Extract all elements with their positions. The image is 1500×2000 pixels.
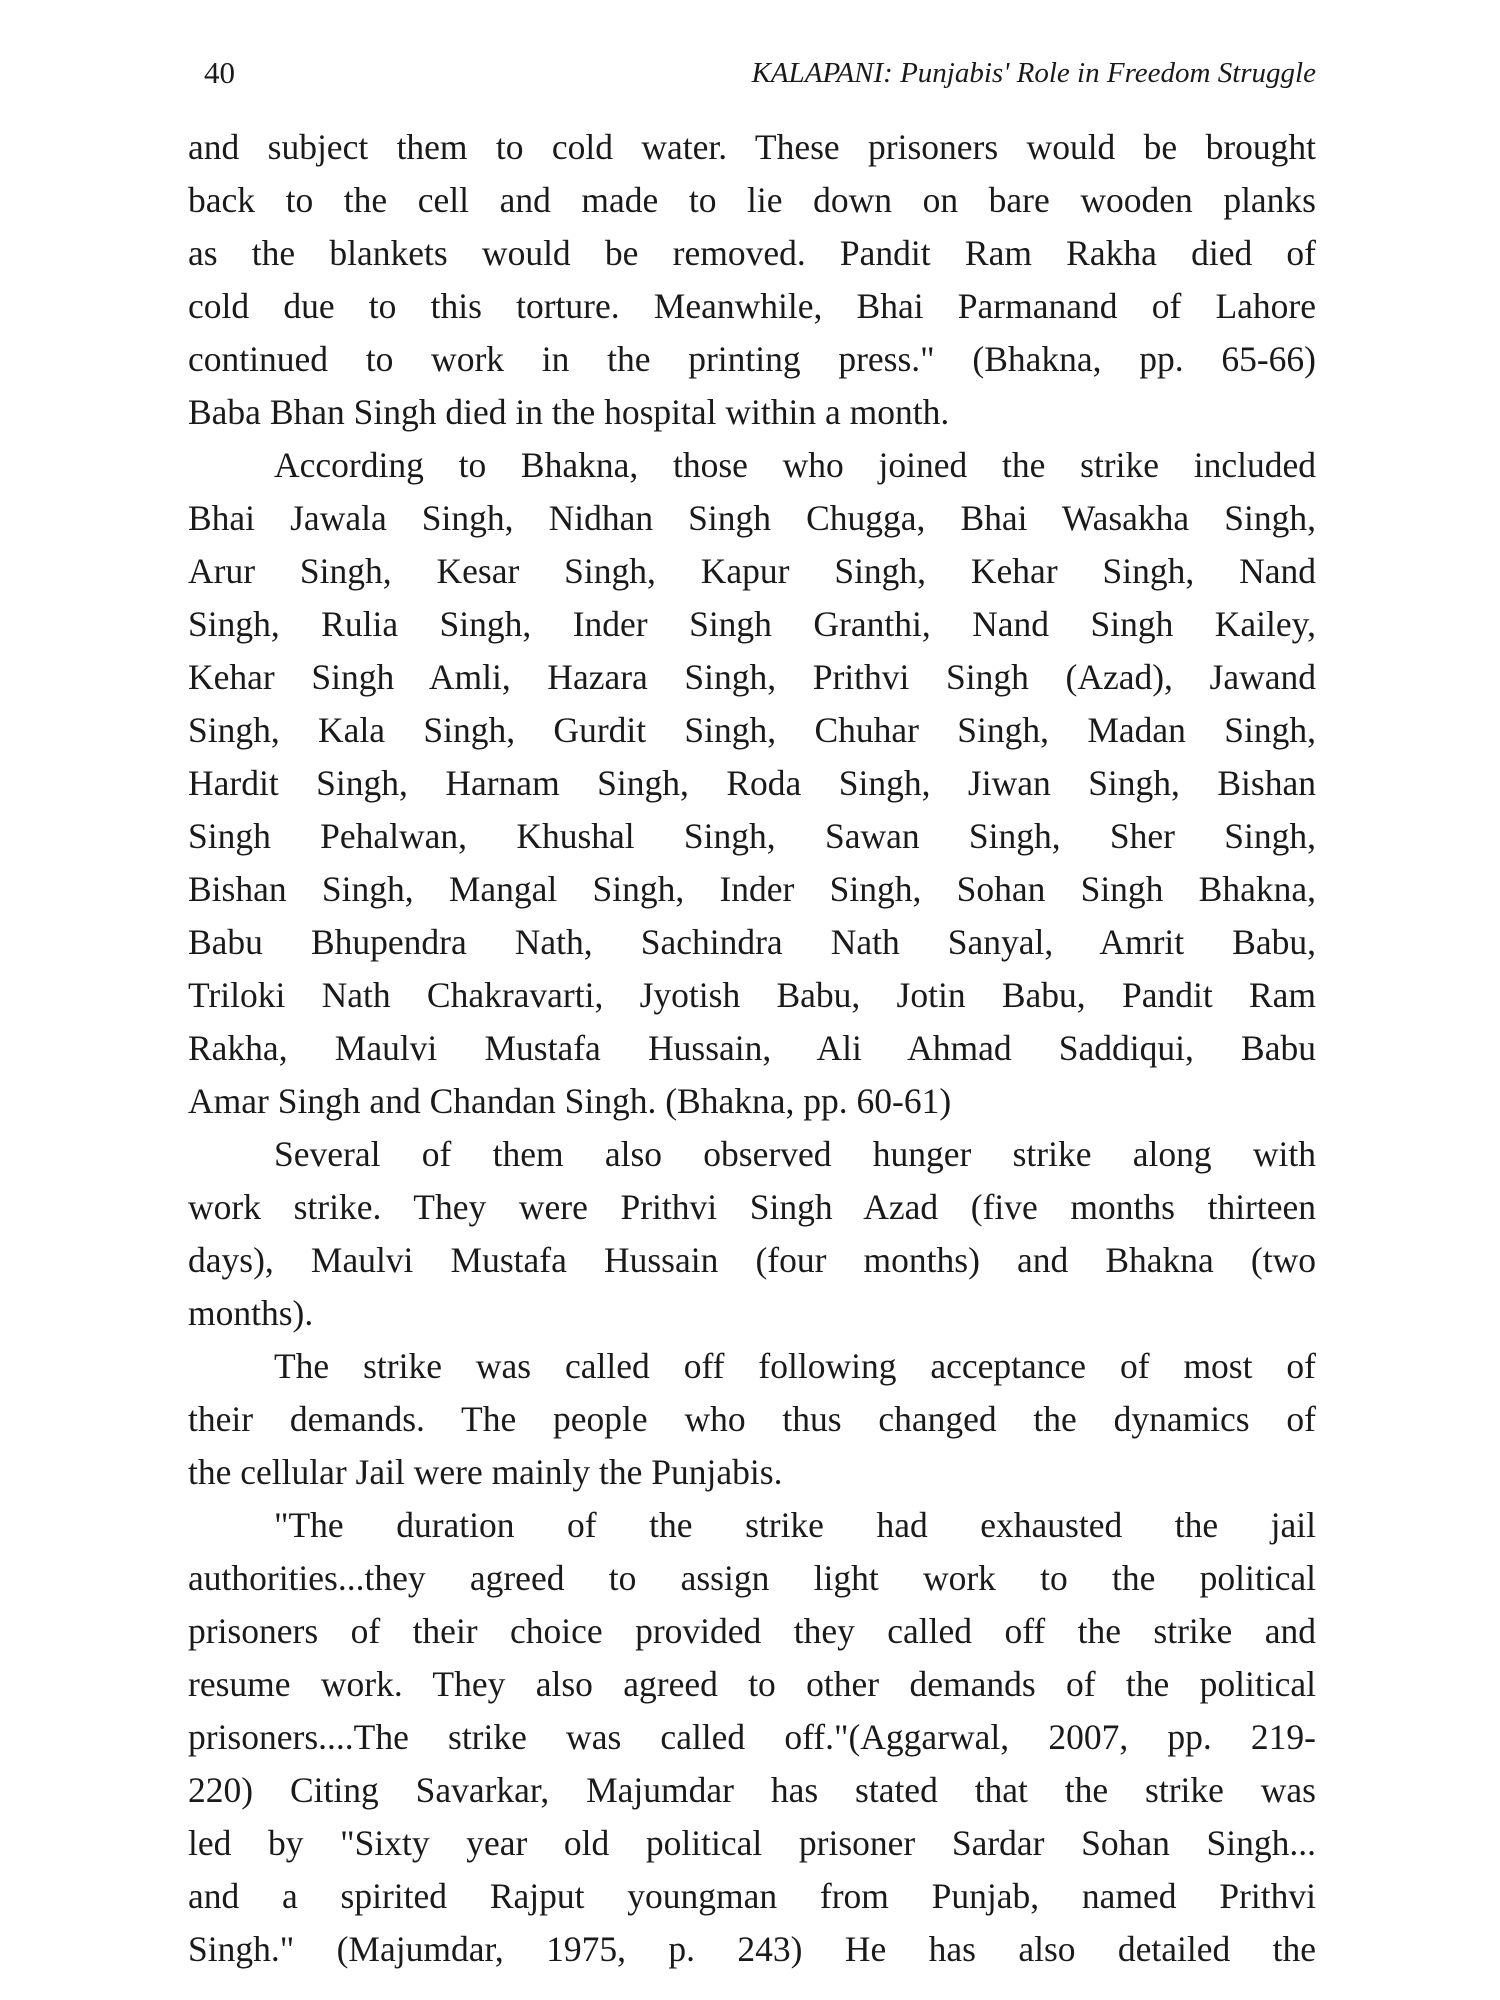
text-line: prisoners of their choice provided they called off the strike and bbox=[188, 1611, 1316, 1651]
text-line: cold due to this torture. Meanwhile, Bhai Parmanand of Lahore bbox=[188, 286, 1316, 326]
page-number: 40 bbox=[204, 55, 235, 90]
text-line: Kehar Singh Amli, Hazara Singh, Prithvi Singh (Azad), Jawand bbox=[188, 657, 1316, 697]
text-line: authorities...they agreed to assign light work to the political bbox=[188, 1558, 1316, 1598]
text-line: Bishan Singh, Mangal Singh, Inder Singh, Sohan Singh Bhakna, bbox=[188, 869, 1316, 909]
text-line: as the blankets would be removed. Pandit Ram Rakha died of bbox=[188, 233, 1316, 273]
paragraph bbox=[188, 1128, 1316, 1340]
text-line: Singh Pehalwan, Khushal Singh, Sawan Singh, Sher Singh, bbox=[188, 816, 1316, 856]
text-line: Babu Bhupendra Nath, Sachindra Nath Sanyal, Amrit Babu, bbox=[188, 922, 1316, 962]
body-text bbox=[188, 121, 1316, 1976]
running-title: KALAPANI: Punjabis' Role in Freedom Struggle bbox=[751, 57, 1316, 89]
text-line: Singh." (Majumdar, 1975, p. 243) He has also detailed the bbox=[188, 1929, 1316, 1969]
text-line: Singh, Kala Singh, Gurdit Singh, Chuhar Singh, Madan Singh, bbox=[188, 710, 1316, 750]
paragraph bbox=[188, 121, 1316, 439]
text-line: days), Maulvi Mustafa Hussain (four months) and Bhakna (two bbox=[188, 1240, 1316, 1280]
text-line: According to Bhakna, those who joined the strike included bbox=[274, 445, 1316, 485]
text-line: Arur Singh, Kesar Singh, Kapur Singh, Kehar Singh, Nand bbox=[188, 551, 1316, 591]
running-head bbox=[188, 48, 1316, 98]
text-line: resume work. They also agreed to other demands of the political bbox=[188, 1664, 1316, 1704]
text-line: continued to work in the printing press." (Bhakna, pp. 65-66) bbox=[188, 339, 1316, 379]
text-line: The strike was called off following acceptance of most of bbox=[274, 1346, 1316, 1386]
text-line: work strike. They were Prithvi Singh Azad (five months thirteen bbox=[188, 1187, 1316, 1227]
text-line: Singh, Rulia Singh, Inder Singh Granthi, Nand Singh Kailey, bbox=[188, 604, 1316, 644]
text-line: Rakha, Maulvi Mustafa Hussain, Ali Ahmad Saddiqui, Babu bbox=[188, 1028, 1316, 1068]
text-line: Hardit Singh, Harnam Singh, Roda Singh, Jiwan Singh, Bishan bbox=[188, 763, 1316, 803]
paragraph bbox=[188, 439, 1316, 1128]
paragraph bbox=[188, 1499, 1316, 1976]
text-line: Several of them also observed hunger strike along with bbox=[274, 1134, 1316, 1174]
text-line: Bhai Jawala Singh, Nidhan Singh Chugga, Bhai Wasakha Singh, bbox=[188, 498, 1316, 538]
paragraph bbox=[188, 1340, 1316, 1499]
text-line: and a spirited Rajput youngman from Punjab, named Prithvi bbox=[188, 1876, 1316, 1916]
text-line: prisoners....The strike was called off."(Aggarwal, 2007, pp. 219- bbox=[188, 1717, 1316, 1757]
text-line: and subject them to cold water. These prisoners would be brought bbox=[188, 127, 1316, 167]
text-line: months). bbox=[188, 1293, 314, 1333]
text-line: 220) Citing Savarkar, Majumdar has stated that the strike was bbox=[188, 1770, 1316, 1810]
text-line: the cellular Jail were mainly the Punjabis. bbox=[188, 1452, 783, 1492]
text-line: Amar Singh and Chandan Singh. (Bhakna, pp. 60-61) bbox=[188, 1081, 952, 1121]
text-line: their demands. The people who thus changed the dynamics of bbox=[188, 1399, 1316, 1439]
text-line: "The duration of the strike had exhausted the jail bbox=[274, 1505, 1316, 1545]
text-line: led by "Sixty year old political prisoner Sardar Sohan Singh... bbox=[188, 1823, 1316, 1863]
text-line: Triloki Nath Chakravarti, Jyotish Babu, Jotin Babu, Pandit Ram bbox=[188, 975, 1316, 1015]
text-line: back to the cell and made to lie down on bare wooden planks bbox=[188, 180, 1316, 220]
text-line: Baba Bhan Singh died in the hospital within a month. bbox=[188, 392, 950, 432]
